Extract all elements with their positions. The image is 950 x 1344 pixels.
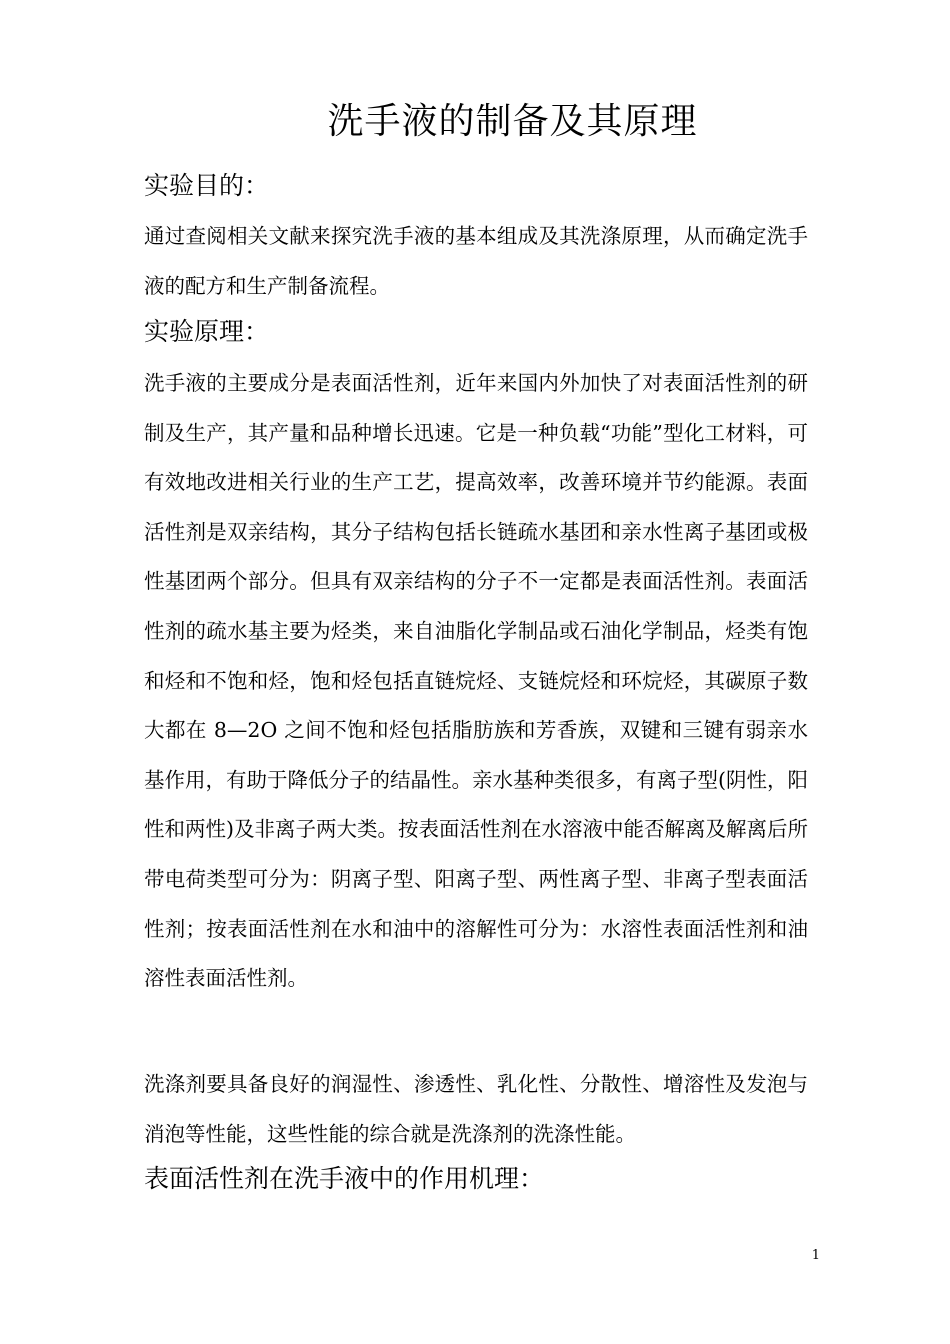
section-heading-mechanism: 表面活性剂在洗手液中的作用机理： bbox=[144, 1164, 545, 1193]
paragraph-principle-surfactants: 洗手液的主要成分是表面活性剂，近年来国内外加快了对表面活性剂的研制及生产，其产量和品种增长迅速。它是一种负载“功能”型化工材料，可有效地改进相关行业的生产工艺，提高效率，改善环境并节约能源。表面活性剂是双亲结构，其分子结构包括长链疏水基团和亲水性离子基团或极性基团两个部分。但具有双亲结构的分子不一定都是表面活性剂。表面活性剂的疏水基主要为烃类，来自油脂化学制品或石油化学制品，烃类有饱和烃和不饱和烃，饱和烃包括直链烷烃、支链烷烃和环烷烃，其碳原子数大都在 8—2O 之间不饱和烃包括脂肪族和芳香族，双键和三键有弱亲水基作用，有助于降低分子的结晶性。亲水基种类很多，有离子型(阴性，阳性和两性)及非离子两大类。按表面活性剂在水溶液中能否解离及解离后所带电荷类型可分为：阴离子型、阳离子型、两性离子型、非离子型表面活性剂；按表面活性剂在水和油中的溶解性可分为：水溶性表面活性剂和油溶性表面活性剂。 bbox=[144, 371, 808, 991]
paragraph-principle-detergent: 洗涤剂要具备良好的润湿性、渗透性、乳化性、分散性、增溶性及发泡与消泡等性能，这些性能的综合就是洗涤剂的洗涤性能。 bbox=[144, 1072, 808, 1146]
document-title: 洗手液的制备及其原理 bbox=[327, 101, 698, 142]
section-heading-principle: 实验原理： bbox=[144, 317, 270, 346]
paragraph-purpose: 通过查阅相关文献来探究洗手液的基本组成及其洗涤原理，从而确定洗手液的配方和生产制备流程。 bbox=[144, 224, 808, 298]
page-number: 1 bbox=[811, 1248, 820, 1263]
section-heading-purpose: 实验目的： bbox=[144, 171, 270, 200]
